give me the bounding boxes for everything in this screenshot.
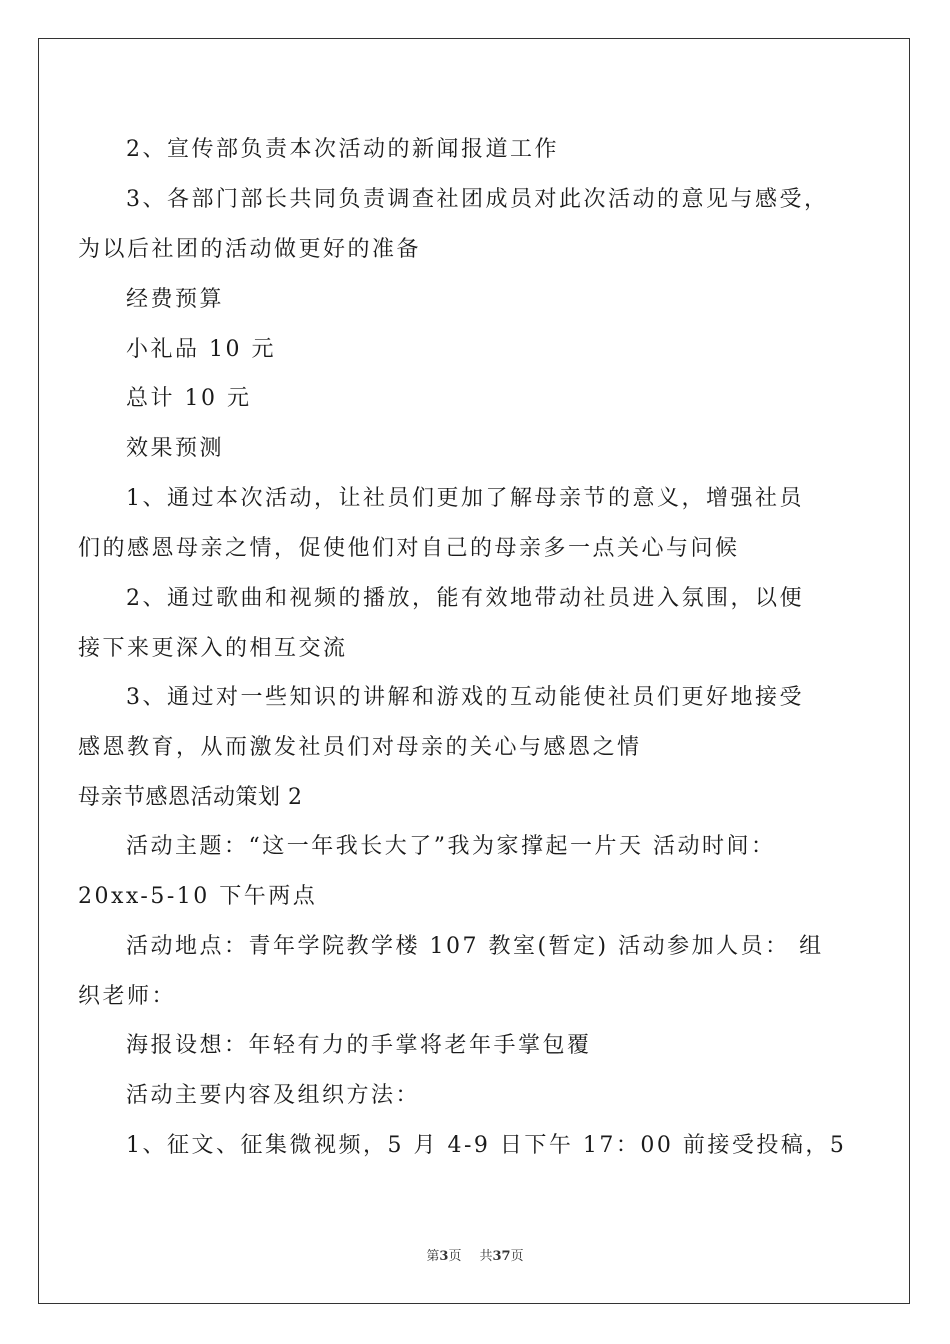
- section-heading: 经费预算: [126, 287, 225, 312]
- paragraph-line: 感恩教育，从而激发社员们对母亲的关心与感恩之情: [78, 735, 642, 760]
- page-border: [38, 38, 910, 1304]
- paragraph-line: 活动地点：青年学院教学楼 107 教室(暂定) 活动参加人员： 组: [126, 934, 824, 959]
- page-number: 3: [439, 1249, 449, 1264]
- paragraph-line: 1、征文、征集微视频，5 月 4-9 日下午 17：00 前接受投稿，5: [126, 1133, 847, 1158]
- paragraph-line: 1、通过本次活动，让社员们更加了解母亲节的意义，增强社员: [126, 486, 804, 511]
- paragraph-line: 2、通过歌曲和视频的播放，能有效地带动社员进入氛围，以便: [126, 586, 804, 611]
- paragraph-line: 小礼品 10 元: [126, 337, 276, 362]
- paragraph-line: 们的感恩母亲之情，促使他们对自己的母亲多一点关心与问候: [78, 536, 740, 561]
- total-label-suffix: 页: [510, 1249, 524, 1264]
- total-label-prefix: 共: [479, 1249, 493, 1264]
- paragraph-line: 为以后社团的活动做更好的准备: [78, 237, 422, 262]
- paragraph-line: 织老师：: [78, 984, 177, 1009]
- paragraph-line: 活动主要内容及组织方法：: [126, 1083, 421, 1108]
- paragraph-line: 3、各部门部长共同负责调查社团成员对此次活动的意见与感受，: [126, 187, 829, 212]
- page-label-suffix: 页: [448, 1249, 462, 1264]
- paragraph-line: 3、通过对一些知识的讲解和游戏的互动能使社员们更好地接受: [126, 685, 804, 710]
- paragraph-line: 20xx-5-10 下午两点: [78, 884, 318, 909]
- page-label-prefix: 第: [426, 1249, 440, 1264]
- paragraph-line: 接下来更深入的相互交流: [78, 636, 348, 661]
- paragraph-line: 2、宣传部负责本次活动的新闻报道工作: [126, 137, 559, 162]
- total-pages: 37: [492, 1249, 511, 1264]
- page-footer: [0, 1249, 950, 1265]
- paragraph-line: 总计 10 元: [126, 386, 252, 411]
- paragraph-line: 活动主题：“这一年我长大了”我为家撑起一片天 活动时间：: [126, 834, 776, 859]
- section-heading: 效果预测: [126, 436, 225, 461]
- document-subtitle: 母亲节感恩活动策划 2: [78, 785, 303, 810]
- paragraph-line: 海报设想：年轻有力的手掌将老年手掌包覆: [126, 1033, 592, 1058]
